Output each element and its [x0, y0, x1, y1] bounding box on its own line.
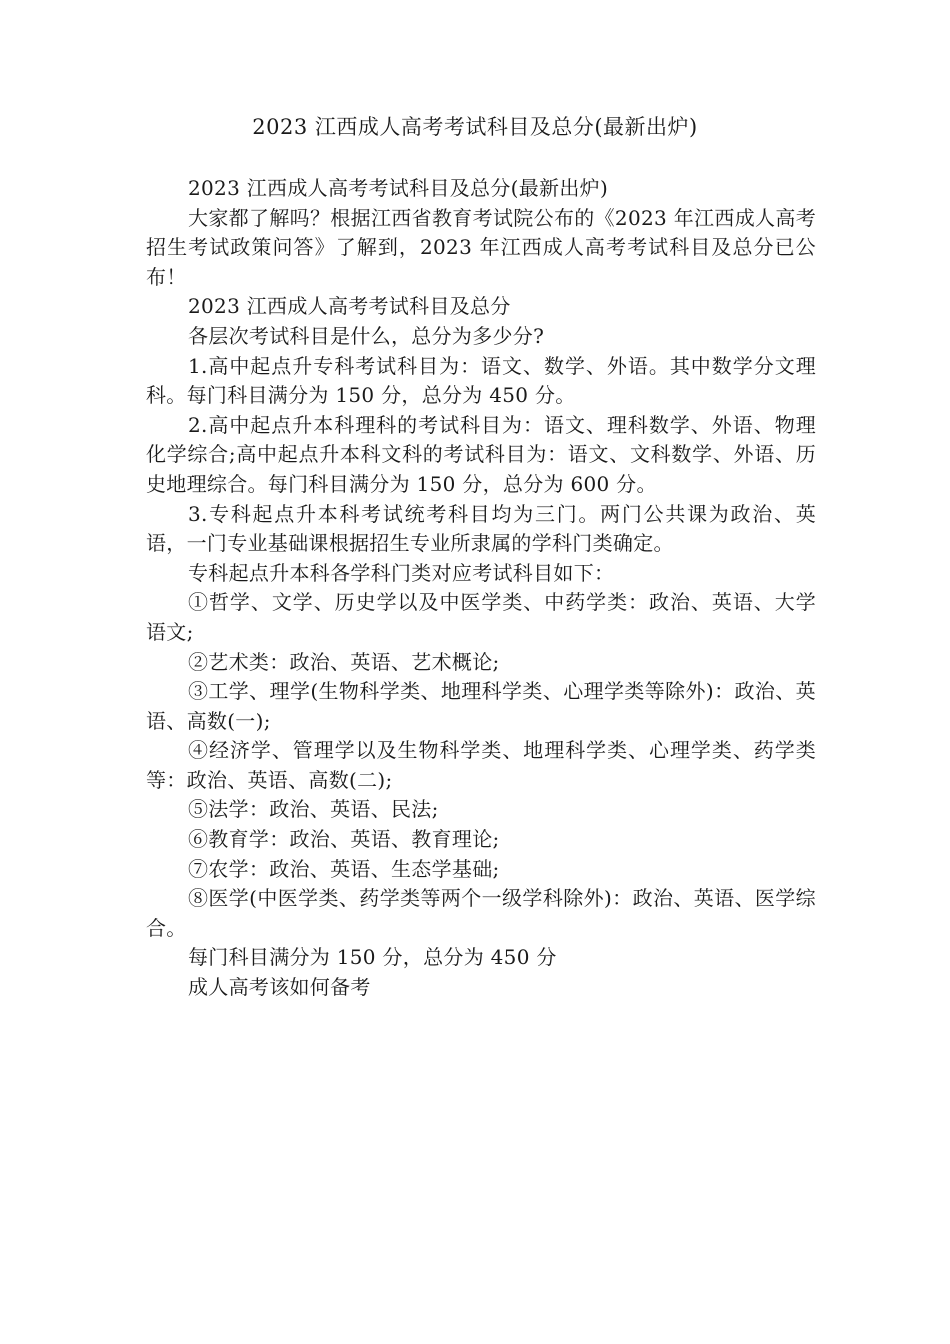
list-item: 2.高中起点升本科理科的考试科目为：语文、理科数学、外语、物理化学综合;高中起点升本科文科的考试科目为：语文、文科数学、外语、历史地理综合。每门科目满分为 150 分，总分为 600 分。: [146, 412, 816, 496]
paragraph: 专科起点升本科各学科门类对应考试科目如下：: [188, 560, 615, 585]
list-item: 3.专科起点升本科考试统考科目均为三门。两门公共课为政治、英语，一门专业基础课根据招生专业所隶属的学科门类确定。: [146, 501, 816, 556]
list-item: ④经济学、管理学以及生物科学类、地理科学类、心理学类、药学类等：政治、英语、高数(二);: [146, 738, 816, 792]
section-heading: 成人高考该如何备考: [188, 975, 371, 1000]
paragraph: 各层次考试科目是什么，总分为多少分?: [188, 323, 545, 348]
list-item: ⑧医学(中医学类、药学类等两个一级学科除外)：政治、英语、医学综合。: [146, 886, 816, 940]
list-item: ⑦农学：政治、英语、生态学基础;: [188, 856, 500, 881]
paragraph: 大家都了解吗？根据江西省教育考试院公布的《2023 年江西成人高考招生考试政策问答》了解到，2023 年江西成人高考考试科目及总分已公布！: [146, 205, 816, 289]
list-item: ①哲学、文学、历史学以及中医学类、中药学类：政治、英语、大学语文;: [146, 590, 816, 644]
section-heading: 2023 江西成人高考考试科目及总分: [188, 294, 511, 319]
list-item: ②艺术类：政治、英语、艺术概论;: [188, 649, 500, 674]
list-item: ⑥教育学：政治、英语、教育理论;: [188, 827, 500, 852]
paragraph: 2023 江西成人高考考试科目及总分(最新出炉): [188, 176, 609, 200]
list-item: ⑤法学：政治、英语、民法;: [188, 797, 439, 822]
paragraph: 每门科目满分为 150 分，总分为 450 分: [188, 945, 557, 970]
list-item: ③工学、理学(生物科学类、地理科学类、心理学类等除外)：政治、英语、高数(一);: [146, 679, 816, 733]
list-item: 1.高中起点升专科考试科目为：语文、数学、外语。其中数学分文理科。每门科目满分为 150 分，总分为 450 分。: [146, 353, 816, 408]
document-title: 2023 江西成人高考考试科目及总分(最新出炉): [252, 115, 698, 139]
document-body: [146, 174, 816, 1003]
